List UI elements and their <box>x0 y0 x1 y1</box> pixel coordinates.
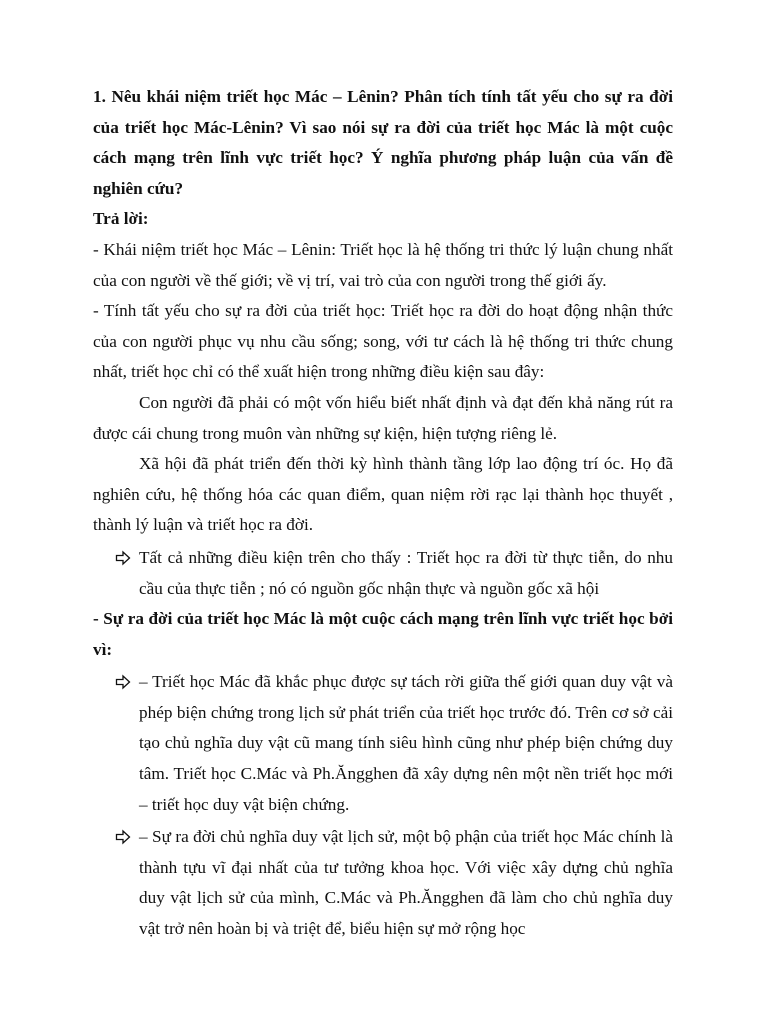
reason-1-bullet <box>139 667 673 820</box>
condition-1-paragraph: Con người đã phải có một vốn hiểu biết nhất định và đạt đến khả năng rút ra được cái chung trong muôn vàn những sự kiện, hiện tượng riêng lẻ. <box>93 392 673 443</box>
answer-label: Trả lời: <box>93 209 149 229</box>
reason-1-text: – Triết học Mác đã khắc phục được sự tách rời giữa thế giới quan duy vật và phép biện chứng trong lịch sử phát triển của triết học trước đó. Trên cơ sở cải tạo chủ nghĩa duy vật cũ mang tính siêu hình cũng như phép biện chứng duy tâm. Triết học C.Mác và Ph.Ăngghen đã xây dựng nên một nền triết học mới – triết học duy vật biện chứng. <box>139 672 673 814</box>
document-page <box>93 82 673 945</box>
hollow-arrow-bullet-icon <box>115 550 131 566</box>
condition-2-paragraph: Xã hội đã phát triển đến thời kỳ hình thành tầng lớp lao động trí óc. Họ đã nghiên cứu, hệ thống hóa các quan điểm, quan niệm rời rạc lại thành học thuyết , thành lý luận và triết học ra đời. <box>93 454 673 535</box>
hollow-arrow-bullet-icon <box>115 674 131 690</box>
concept-paragraph: - Khái niệm triết học Mác – Lênin: Triết học là hệ thống tri thức lý luận chung nhất của con người về thế giới; về vị trí, vai trò của con người trong thế giới ấy. <box>93 239 673 290</box>
hollow-arrow-bullet-icon <box>115 829 131 845</box>
revolution-heading: - Sự ra đời của triết học Mác là một cuộc cách mạng trên lĩnh vực triết học bởi vì: <box>93 609 673 659</box>
reason-2-bullet <box>139 822 673 944</box>
conclusion-bullet <box>139 543 673 604</box>
conclusion-text: Tất cả những điều kiện trên cho thấy : Triết học ra đời từ thực tiễn, do nhu cầu của thực tiễn ; nó có nguồn gốc nhận thực và nguồn gốc xã hội <box>139 547 673 598</box>
necessity-paragraph: - Tính tất yếu cho sự ra đời của triết học: Triết học ra đời do hoạt động nhận thức của con người phục vụ nhu cầu sống; song, với tư cách là hệ thống tri thức chung nhất, triết học chỉ có thể xuất hiện trong những điều kiện sau đây: <box>93 301 673 382</box>
reason-2-text: – Sự ra đời chủ nghĩa duy vật lịch sử, một bộ phận của triết học Mác chính là thành tựu vĩ đại nhất của tư tưởng khoa học. Với việc xây dựng chủ nghĩa duy vật lịch sử của mình, C.Mác và Ph.Ăngghen đã làm cho chủ nghĩa duy vật trở nên hoàn bị và triệt để, biểu hiện sự mở rộng học <box>139 827 673 939</box>
question-heading: 1. Nêu khái niệm triết học Mác – Lênin? Phân tích tính tất yếu cho sự ra đời của triết học Mác-Lênin? Vì sao nói sự ra đời của triết học Mác là một cuộc cách mạng trên lĩnh vực triết học? Ý nghĩa phương pháp luận của vấn đề nghiên cứu? <box>93 87 673 198</box>
